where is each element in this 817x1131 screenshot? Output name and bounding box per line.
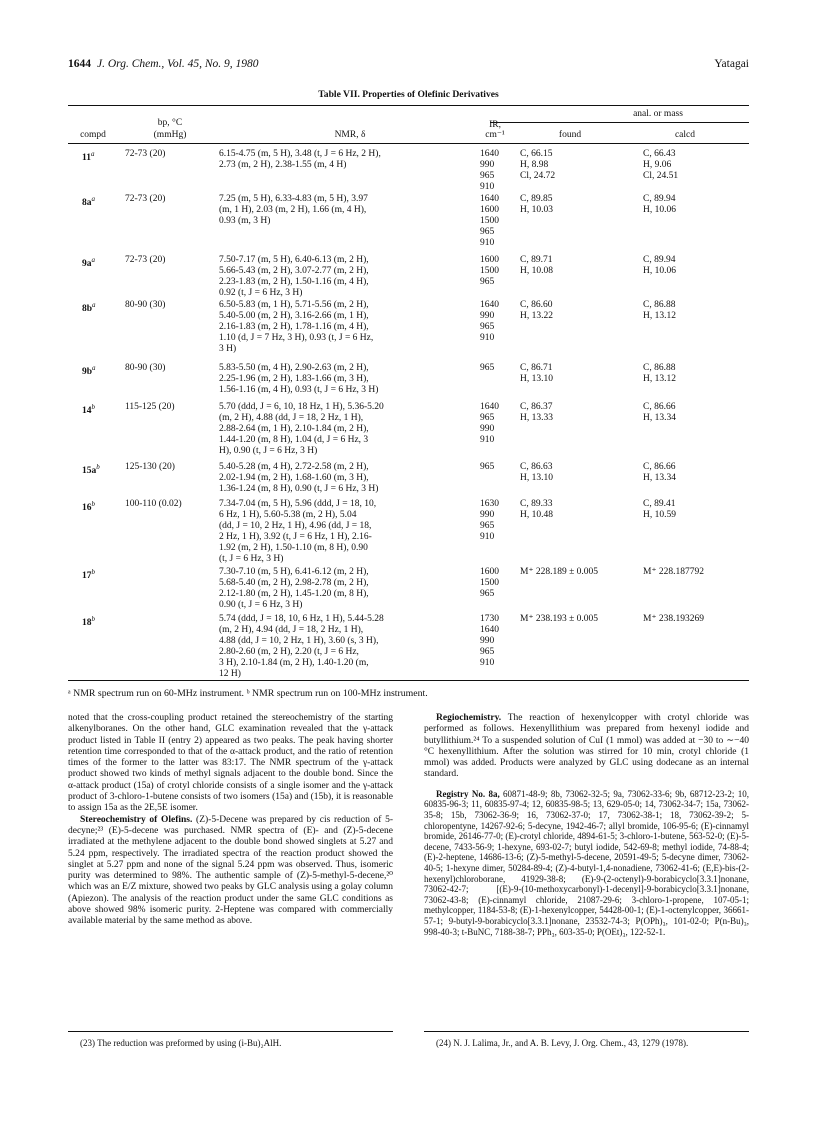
nmr-data: 3 H): [219, 343, 237, 354]
ir-band: 965: [480, 588, 495, 599]
header-compd: compd: [80, 130, 106, 140]
analysis-calcd: C, 86.66: [643, 402, 676, 412]
nmr-data: 4.88 (dd, J = 10, 2 Hz, 1 H), 3.60 (s, 3 H),: [219, 635, 379, 646]
nmr-data: 0.93 (m, 3 H): [219, 215, 271, 226]
nmr-data: (t, J = 6 Hz, 3 H): [219, 553, 284, 564]
analysis-found: H, 10.08: [520, 265, 553, 276]
footnote-24: (24) N. J. Lalima, Jr., and A. B. Levy, J. Org. Chem., 43, 1279 (1978).: [436, 1038, 689, 1048]
table-top-rule: [68, 105, 749, 106]
compound-footnote-mark: b: [91, 500, 95, 508]
ir-band: 990: [480, 635, 495, 646]
compound-footnote-mark: b: [91, 403, 95, 411]
analysis-calcd: C, 66.43: [643, 149, 676, 159]
analysis-calcd: C, 86.66: [643, 462, 676, 472]
ir-band: 1640: [480, 194, 499, 204]
nmr-data: 2.16-1.83 (m, 2 H), 1.78-1.16 (m, 4 H),: [219, 321, 369, 332]
boiling-point: 72-73 (20): [125, 255, 166, 265]
analysis-calcd: H, 13.34: [643, 472, 676, 483]
compound-id: [82, 255, 95, 270]
analysis-found: C, 89.71: [520, 255, 553, 265]
compound-footnote-mark: b: [91, 615, 95, 623]
analysis-calcd: H, 13.12: [643, 373, 676, 384]
boiling-point: 115-125 (20): [125, 402, 175, 412]
compound-id: [82, 402, 95, 417]
header-nmr: NMR, δ: [334, 130, 366, 140]
header-mmhg: (mmHg): [153, 130, 187, 140]
ir-band: 1600: [480, 255, 499, 265]
nmr-data: 7.34-7.04 (m, 5 H), 5.96 (ddd, J = 18, 10,: [219, 499, 377, 509]
nmr-data: (m, 2 H), 4.94 (dd, J = 18, 2 Hz, 1 H),: [219, 624, 364, 635]
compound-number: 8b: [82, 304, 93, 315]
ir-band: 990: [480, 159, 495, 170]
compound-footnote-mark: a: [90, 150, 95, 158]
analysis-found: H, 13.10: [520, 472, 553, 483]
table-title: Table VII. Properties of Olefinic Derivatives: [318, 89, 499, 100]
analysis-found: Cl, 24.72: [520, 170, 556, 181]
analysis-calcd: C, 86.88: [643, 300, 676, 310]
compound-id: [82, 300, 96, 315]
boiling-point: 100-110 (0.02): [125, 499, 182, 509]
nmr-data: 7.25 (m, 5 H), 6.33-4.83 (m, 5 H), 3.97: [219, 194, 368, 204]
compound-number: 17: [82, 571, 92, 582]
analysis-calcd: M⁺ 228.187792: [643, 567, 704, 577]
compound-footnote-mark: b: [96, 463, 100, 471]
nmr-data: 7.50-7.17 (m, 5 H), 6.40-6.13 (m, 2 H),: [219, 255, 369, 265]
nmr-data: (dd, J = 10, 2 Hz, 1 H), 4.96 (dd, J = 18,: [219, 520, 372, 531]
boiling-point: 125-130 (20): [125, 462, 175, 472]
nmr-data: 1.56-1.16 (m, 4 H), 0.93 (t, J = 6 Hz, 3 H): [219, 384, 379, 395]
nmr-data: 5.66-5.43 (m, 2 H), 3.07-2.77 (m, 2 H),: [219, 265, 369, 276]
right-column: [424, 713, 749, 1013]
left-paragraph-2: [68, 815, 393, 928]
nmr-data: 5.70 (ddd, J = 6, 10, 18 Hz, 1 H), 5.36-5.20: [219, 402, 384, 412]
ir-band: 990: [480, 310, 495, 321]
header-calcd: calcd: [674, 130, 696, 140]
nmr-data: 5.83-5.50 (m, 4 H), 2.90-2.63 (m, 2 H),: [219, 363, 369, 373]
analysis-found: H, 13.10: [520, 373, 553, 384]
compound-id: [82, 149, 94, 164]
nmr-data: 3 H), 2.10-1.84 (m, 2 H), 1.40-1.20 (m,: [219, 657, 369, 668]
anal-rule: [490, 122, 749, 123]
compound-id: [82, 194, 95, 209]
nmr-data: 5.40-5.28 (m, 4 H), 2.72-2.58 (m, 2 H),: [219, 462, 369, 472]
ir-band: 1640: [480, 300, 499, 310]
registry-paragraph: [424, 789, 749, 937]
analysis-found: H, 10.03: [520, 204, 553, 215]
analysis-calcd: M⁺ 238.193269: [643, 614, 704, 624]
regiochemistry-text: The reaction of hexenylcopper with crotyl chloride was performed as follows. Hexenyllithium was prepared from hexenyl iodide and butyllithium.²⁴ To a suspended solution of CuI (1 mmol) was added at −30 to ∼−40 °C hexenyllithium. After the solution was stirred for 10 min, crotyl chloride (1 mmol) was added. Products were analyzed by GLC using dodecane as an internal standard.: [424, 713, 749, 780]
compound-footnote-mark: a: [92, 301, 96, 309]
analysis-found: H, 8.98: [520, 159, 549, 170]
compound-footnote-mark: a: [91, 195, 95, 203]
nmr-data: (m, 1 H), 2.03 (m, 2 H), 1.66 (m, 4 H),: [219, 204, 367, 215]
page-number: 1644: [68, 58, 91, 70]
nmr-data: 2.25-1.96 (m, 2 H), 1.83-1.66 (m, 3 H),: [219, 373, 369, 384]
nmr-data: 5.74 (ddd, J = 18, 10, 6 Hz, 1 H), 5.44-5.28: [219, 614, 384, 624]
nmr-data: 2 Hz, 1 H), 3.92 (t, J = 6 Hz, 1 H), 2.16-: [219, 531, 372, 542]
registry-heading: Registry No. 8a,: [436, 788, 500, 799]
analysis-calcd: H, 13.34: [643, 412, 676, 423]
analysis-found: H, 10.48: [520, 509, 553, 520]
ir-band: 910: [480, 657, 495, 668]
compound-id: [82, 499, 95, 514]
table-footnote: ᵃ NMR spectrum run on 60-MHz instrument. ᵇ NMR spectrum run on 100-MHz instrument.: [68, 688, 428, 699]
compound-number: 8a: [82, 198, 92, 209]
nmr-data: 5.40-5.00 (m, 2 H), 3.16-2.66 (m, 1 H),: [219, 310, 369, 321]
compound-footnote-mark: a: [91, 256, 95, 264]
ir-band: 910: [480, 237, 495, 248]
compound-id: [82, 567, 95, 582]
nmr-data: 1.44-1.20 (m, 8 H), 1.04 (d, J = 6 Hz, 3: [219, 434, 369, 445]
analysis-calcd: H, 13.12: [643, 310, 676, 321]
ir-band: 1500: [480, 577, 499, 588]
ir-band: 1730: [480, 614, 499, 624]
left-paragraph-1: noted that the cross-coupling product retained the stereochemistry of the starting alkenylboranes. On the other hand, GLC examination revealed that the γ-attack product listed in Table II (entry 2) appeared as two peaks. The peak having shorter retention time corresponded to that of the α-attack product, and the ratio of retention times of the former to the latter was 83:17. The NMR spectrum of the γ-attack product showed two kinds of methyl signals adjacent to the double bond. Since the α-attack product (15a) of crotyl chloride consists of a single isomer and the γ-attack product of 3-chloro-1-butene consists of two isomers (15a) and (15b), it is reasonable to assign 15a as the 2E,5E isomer.: [68, 713, 393, 814]
ir-band: 1640: [480, 624, 499, 635]
analysis-found: C, 86.60: [520, 300, 553, 310]
analysis-calcd: Cl, 24.51: [643, 170, 679, 181]
ir-band: 965: [480, 520, 495, 531]
compound-footnote-mark: a: [92, 364, 96, 372]
header-bp: bp, °C: [157, 118, 183, 128]
ir-band: 1630: [480, 499, 499, 509]
nmr-data: 0.90 (t, J = 6 Hz, 3 H): [219, 599, 303, 610]
header-left: [68, 58, 259, 70]
stereochemistry-text: (Z)-5-Decene was prepared by cis reduction of 5-decyne;²³ (E)-5-decene was purchased. NMR spectra of (E)- and (Z)-5-decene irradiated at the methylene adjacent to the double bond showed singlets at 5.27 and 5.24 ppm, respectively. The irradiated spectra of the reaction product showed the singlet at 5.27 ppm and none of the signal 5.24 ppm was observed. Thus, isomeric purity was determined to 98%. The authentic sample of (Z)-5-methyl-5-decene,²⁰ which was an E/Z mixture, showed two peaks by GLC analysis using a golay column (Apiezon). The analysis of the reaction product under the same GLC conditions as above showed 98% isomeric purity. 2-Heptene was compared with commercially available material by the same method as above.: [68, 814, 393, 927]
regiochemistry-heading: Regiochemistry.: [436, 713, 502, 723]
nmr-data: 1.10 (d, J = 7 Hz, 3 H), 0.93 (t, J = 6 Hz,: [219, 332, 374, 343]
compound-number: 16: [82, 503, 92, 514]
analysis-calcd: H, 10.59: [643, 509, 676, 520]
nmr-data: 5.68-5.40 (m, 2 H), 2.98-2.78 (m, 2 H),: [219, 577, 369, 588]
running-header: [68, 58, 749, 74]
ir-band: 910: [480, 181, 495, 192]
analysis-found: C, 86.37: [520, 402, 553, 412]
nmr-data: 12 H): [219, 668, 241, 679]
analysis-calcd: H, 10.06: [643, 204, 676, 215]
header-anal: anal. or mass: [633, 109, 683, 119]
compound-footnote-mark: b: [91, 568, 95, 576]
analysis-found: C, 86.71: [520, 363, 553, 373]
nmr-data: 6.50-5.83 (m, 1 H), 5.71-5.56 (m, 2 H),: [219, 300, 369, 310]
ir-band: 990: [480, 509, 495, 520]
analysis-calcd: C, 89.94: [643, 255, 676, 265]
compound-id: [82, 363, 96, 378]
ir-band: 965: [480, 226, 495, 237]
compound-number: 9b: [82, 367, 93, 378]
stereochemistry-heading: Stereochemistry of Olefins.: [80, 814, 193, 825]
header-ir: IR,: [489, 120, 501, 130]
header-bottom-rule: [68, 143, 749, 144]
analysis-found: H, 13.33: [520, 412, 553, 423]
compound-number: 11: [82, 153, 91, 164]
footnote-23: (23) The reduction was preformed by using (i-Bu)₂AlH.: [80, 1038, 282, 1048]
header-found: found: [558, 130, 582, 140]
ir-band: 965: [480, 646, 495, 657]
journal-citation: J. Org. Chem., Vol. 45, No. 9, 1980: [97, 58, 259, 70]
nmr-data: 1.36-1.24 (m, 8 H), 0.90 (t, J = 6 Hz, 3 H): [219, 483, 379, 494]
analysis-found: H, 13.22: [520, 310, 553, 321]
analysis-found: C, 89.85: [520, 194, 553, 204]
boiling-point: 80-90 (30): [125, 363, 166, 373]
ir-band: 1600: [480, 567, 499, 577]
nmr-data: 6.15-4.75 (m, 5 H), 3.48 (t, J = 6 Hz, 2 H),: [219, 149, 381, 159]
ir-band: 910: [480, 531, 495, 542]
nmr-data: (m, 2 H), 4.88 (dd, J = 18, 2 Hz, 1 H),: [219, 412, 364, 423]
analysis-calcd: C, 89.41: [643, 499, 676, 509]
ir-band: 1600: [480, 204, 499, 215]
analysis-found: C, 89.33: [520, 499, 553, 509]
compound-number: 18: [82, 618, 92, 629]
analysis-calcd: H, 9.06: [643, 159, 672, 170]
analysis-found: C, 66.15: [520, 149, 553, 159]
right-paragraph-1: [424, 713, 749, 781]
ir-band: 965: [480, 462, 495, 472]
compound-id: [82, 614, 95, 629]
analysis-calcd: C, 89.94: [643, 194, 676, 204]
compound-number: 9a: [82, 259, 92, 270]
ir-band: 1640: [480, 402, 499, 412]
nmr-data: H), 0.90 (t, J = 6 Hz, 3 H): [219, 445, 318, 456]
boiling-point: 72-73 (20): [125, 149, 166, 159]
nmr-data: 2.88-2.64 (m, 1 H), 2.10-1.84 (m, 2 H),: [219, 423, 369, 434]
nmr-data: 7.30-7.10 (m, 5 H), 6.41-6.12 (m, 2 H),: [219, 567, 369, 577]
compound-number: 15a: [82, 466, 97, 477]
ir-band: 910: [480, 434, 495, 445]
compound-id: [82, 462, 100, 477]
nmr-data: 6 Hz, 1 H), 5.60-5.38 (m, 2 H), 5.04: [219, 509, 357, 520]
nmr-data: 2.80-2.60 (m, 2 H), 2.20 (t, J = 6 Hz,: [219, 646, 359, 657]
compound-number: 14: [82, 406, 92, 417]
analysis-found: M⁺ 238.193 ± 0.005: [520, 614, 599, 624]
ir-band: 965: [480, 276, 495, 287]
analysis-found: M⁺ 228.189 ± 0.005: [520, 567, 599, 577]
analysis-found: C, 86.63: [520, 462, 553, 472]
ir-band: 965: [480, 412, 495, 423]
nmr-data: 2.23-1.83 (m, 2 H), 1.50-1.16 (m, 4 H),: [219, 276, 369, 287]
registry-text: 60871-48-9; 8b, 73062-32-5; 9a, 73062-33-6; 9b, 68712-23-2; 10, 60835-96-3; 11, 60835-97-4; 12, 60835-98-5; 13, 629-05-0; 14, 73062-34-7; 15a, 73062-35-8; 15b, 73062-36-9; 16, 73062-37-0; 17, 73062-38-1; 18, 73062-39-2; 5-chloropentyne, 14267-92-6; 5-decyne, 1942-46-7; allyl bromide, 106-95-6; (E)-cinnamyl bromide, 26146-77-0; (E)-crotyl chloride, 4894-61-5; 3-chloro-1-butene, 563-52-0; (E)-5-decene, 7433-56-9; 1-hexyne, 693-02-7; butyl iodide, 542-69-8; methyl iodide, 74-88-4; (E)-2-heptene, 14686-13-6; (Z)-5-methyl-5-decene, 20591-49-5; 5-decyne dimer, 73062-40-5; 1-hexyne dimer, 50284-89-4; (Z)-4-butyl-1,4-nonadiene, 73062-41-6; (E,E)-bis-(2-hexenyl)chloroborane, 41929-38-8; (E)-9-(2-octenyl)-9-borabicyclo[3.3.1]nonane, 73062-42-7; [(E)-9-(10-methoxycarbonyl)-1-decenyl]-9-borabicyclo[3.3.1]nonane, 73062-43-8; (E)-cinnamyl chloride, 21087-29-6; 3-chloro-1-propene, 107-05-1; methylcopper, 1184-53-8; (E)-1-hexenylcopper, 54428-00-1; (E)-1-octenylcopper, 36661-57-1; 9-butyl-9-borabicyclo[3.3.1]nonane, 23532-74-3; P(OPh)₃, 101-02-0; P(n-Bu)₃, 998-40-3; t-BuNC, 7188-38-7; PPh₃, 603-35-0; P(OEt)₃, 122-52-1.: [424, 788, 749, 937]
analysis-calcd: C, 86.88: [643, 363, 676, 373]
ir-band: 990: [480, 423, 495, 434]
ir-band: 1500: [480, 265, 499, 276]
header-ir-unit: cm⁻¹: [485, 130, 505, 140]
nmr-data: 2.12-1.80 (m, 2 H), 1.45-1.20 (m, 8 H),: [219, 588, 369, 599]
nmr-data: 0.92 (t, J = 6 Hz, 3 H): [219, 287, 303, 298]
boiling-point: 80-90 (30): [125, 300, 166, 310]
ir-band: 1640: [480, 149, 499, 159]
ir-band: 910: [480, 332, 495, 343]
left-footnote-rule: [68, 1031, 393, 1032]
nmr-data: 2.02-1.94 (m, 2 H), 1.68-1.60 (m, 3 H),: [219, 472, 369, 483]
ir-band: 965: [480, 170, 495, 181]
right-footnote-rule: [424, 1031, 749, 1032]
boiling-point: 72-73 (20): [125, 194, 166, 204]
header-author: Yatagai: [714, 58, 749, 70]
nmr-data: 2.73 (m, 2 H), 2.38-1.55 (m, 4 H): [219, 159, 347, 170]
ir-band: 965: [480, 363, 495, 373]
left-column: [68, 713, 393, 1013]
analysis-calcd: H, 10.06: [643, 265, 676, 276]
nmr-data: 1.92 (m, 2 H), 1.50-1.10 (m, 8 H), 0.90: [219, 542, 368, 553]
ir-band: 1500: [480, 215, 499, 226]
ir-band: 965: [480, 321, 495, 332]
table-bottom-rule: [68, 680, 749, 681]
